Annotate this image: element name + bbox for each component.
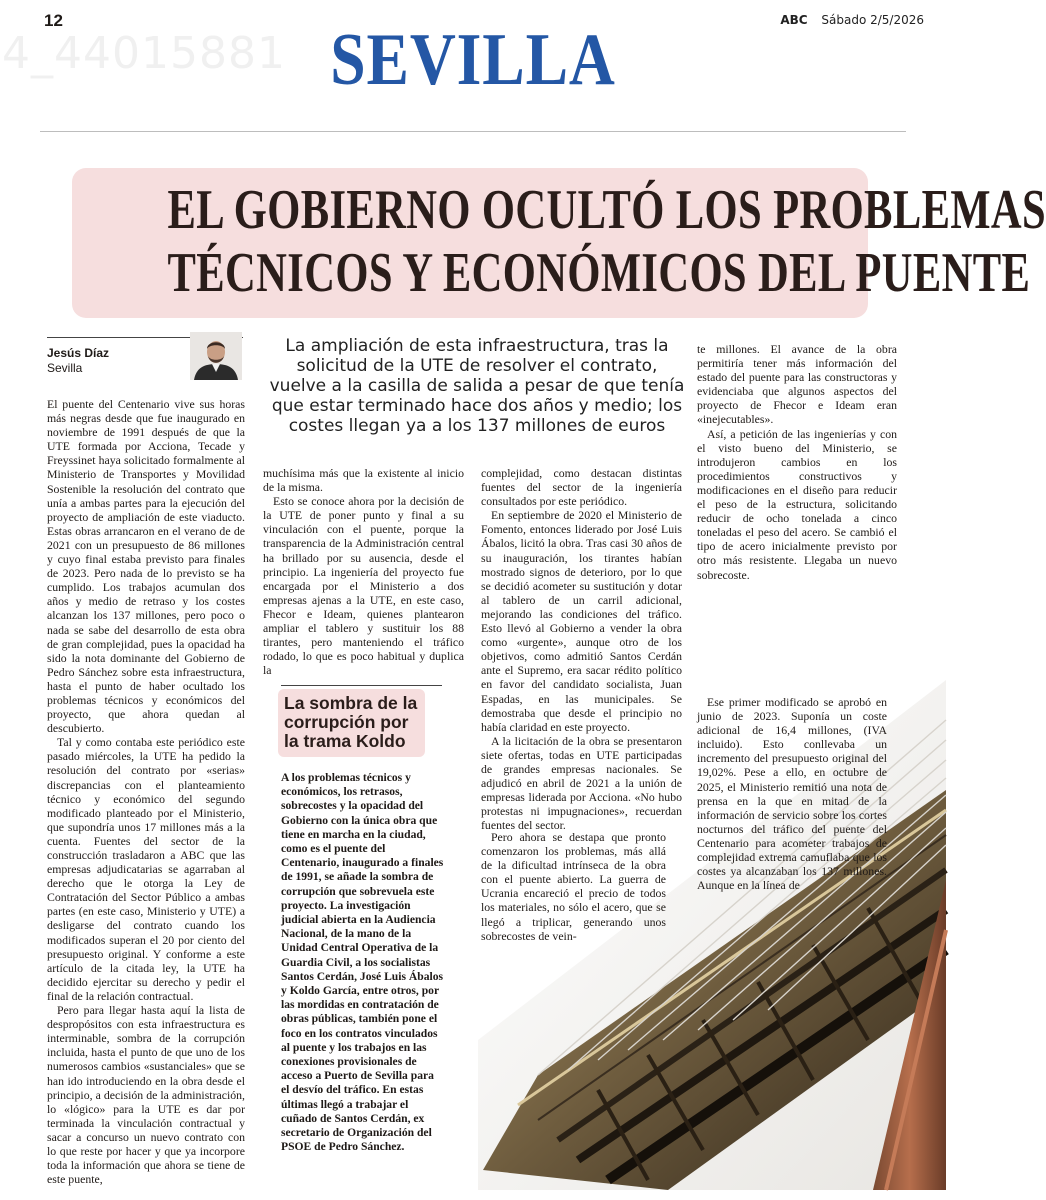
paragraph: Pero para llegar hasta aquí la lista de despropósitos con esta infraestructura es interminable, sombra de la corrupción incluida, hasta el punto de que uno de los numerosos cambios «sustanciales» que se han ido introduciendo en la obra desde el principio, a decisión de la administración, lo «lógico» para la UTE es dar por terminada la vinculación contractual y sacar a concurso un nuevo contrato con lo que reste por hacer y que ya incorpore toda la información que ahora se tiene de este puente, (47, 1003, 245, 1187)
paragraph: complejidad, como destacan distintas fuentes del sector de la ingeniería consultados por este periódico. (481, 466, 682, 509)
headline-line-1: EL GOBIERNO OCULTÓ LOS PROBLEMAS (167, 179, 1046, 241)
paragraph: El puente del Centenario vive sus horas más negras desde que fue inaugurado en noviembre de 1991 después de que la UTE formada por Acciona, Tecade y Freyssinet haya solicitado formalmente al Ministerio de Transportes y Movilidad Sostenible la resolución del contrato que unía a ambas partes para la ejecución del proyecto de ampliación de este viaducto. Estas obras arrancaron en el verano de de 2021 con un presupuesto de 86 millones y cuyo final estaba previsto para finales de 2023. Pero nada de lo previsto se ha cumplido. Los trabajos acumulan dos años y medio de retraso y los costes alcanzan los 137 millones, pero poco o nada se sabe del desarrollo de esta obra de gran complejidad, pues la opacidad ha sido la nota dominante del Gobierno de Pedro Sánchez sobre esta infraestructura, hasta el punto de haber ocultado los problemas técnicos y económicos del proyecto, que ahora quedan al descubierto. (47, 397, 245, 736)
paragraph: En septiembre de 2020 el Ministerio de Fomento, entonces liderado por José Luis Ábalos, licitó la obra. Tras casi 30 años de su inauguración, los tirantes habían mostrado signos de deterioro, por lo que se decidió acometer su sustitución y dotar al tablero de un carril adicional, mejorando las condiciones del tráfico. Esto llevó al Gobierno a vender la obra como «urgente», aunque otro de los objetivos, como admitió Santos Cerdán ante el Supremo, era sacar rédito político en favor del candidato socialista, Juan Espadas, en las municipales. Se demostraba que desde el principio no había claridad en este proyecto. (481, 508, 682, 734)
article-column-2 (263, 466, 464, 677)
sidebar-title: La sombra de la corrupción por la trama Koldo (284, 693, 418, 751)
page-number: 12 (44, 11, 63, 30)
paragraph: A la licitación de la obra se presentaron siete ofertas, todas en UTE participadas de grandes empresas nacionales. Se adjudicó en abril de 2021 a la unión de empresas liderada por Acciona. «No hubo protestas ni impugnaciones», recuerdan fuentes del sector. (481, 733, 682, 833)
author-location: Sevilla (47, 361, 83, 375)
paragraph: Así, a petición de las ingenierías y con el visto bueno del Ministerio, se introdujeron cambios en los procedimientos constructivos y modificaciones en el diseño para reducir el peso de la estructura, solicitando reducir de ocho tonelada a cinco toneladas el peso del acero. Se cambió el tipo de acero inicialmente previsto por otro más resistente. Llegaba un nuevo sobrecoste. (697, 426, 897, 582)
sidebar-divider (281, 685, 442, 686)
section-title: SEVILLA (330, 19, 616, 101)
issue-date: Sábado 2/5/2026 (821, 13, 924, 27)
paragraph: Ese primer modificado se aprobó en junio de 2023. Suponía un coste adicional de 16,4 millones, (IVA incluido). Esto conllevaba un incremento del presupuesto original del 19,02%. Pese a ello, en octubre de 2025, el Ministerio remitió una nota de prensa en la que en mitad de la información de servicio sobre los cortes nocturnos del tráfico del puente del Centenario para acometer trabajos de complejidad extrema camuflaba que los costes ya alcanzaban los 137 millones. Aunque en la línea de (697, 695, 887, 893)
paragraph: Pero ahora se destapa que pronto comenzaron los problemas, más allá de la dificultad intrínseca de la obra con el puente abierto. La guerra de Ucrania encareció el precio de todos los materiales, no sólo el acero, que se llegó a triplicar, generando unos sobrecostes de vein- (481, 830, 666, 943)
article-column-4-continued (697, 695, 897, 892)
paragraph: muchísima más que la existente al inicio de la misma. (263, 466, 464, 495)
watermark: 4_44015881 (2, 28, 286, 79)
article-column-4 (697, 342, 897, 582)
brand-name: ABC (780, 13, 808, 27)
author-name: Jesús Díaz (47, 346, 110, 360)
author-photo (190, 332, 242, 380)
article-column-3-continued (481, 830, 682, 943)
paragraph: te millones. El avance de la obra permitiría tener más información del estado del puente para las constructoras y evidenciaba que algunos aspectos del proyecto de Fhecor e Ideam eran «inejecutables». (697, 342, 897, 427)
section-divider (40, 131, 906, 132)
sidebar-body: A los problemas técnicos y económicos, los retrasos, sobrecostes y la opacidad del Gobierno con la única obra que tiene en marcha en la ciudad, como es el puente del Centenario, inaugurado a finales de 1991, se añade la sombra de corrupción que sobrevuela este proyecto. La investigación judicial abierta en la Audiencia Nacional, de la mano de la Unidad Central Operativa de la Guardia Civil, a los socialistas Santos Cerdán, José Luis Ábalos y Koldo García, entre otros, por las mordidas en contratación de obras públicas, también pone el foco en los contratos vinculados al puente y los trabajos en las conexiones provisionales de acceso a Puerto de Sevilla para el desvío del tráfico. En estas últimas llegó a trabajar el cuñado de Santos Cerdán, ex secretario de Organización del PSOE de Pedro Sánchez. (281, 771, 444, 1154)
article-column-1 (47, 397, 245, 1186)
subheadline: La ampliación de esta infraestructura, tras la solicitud de la UTE de resolver el contrato, vuelve a la casilla de salida a pesar de que tenía que estar terminado hace dos años y medio; los costes llegan ya a los 137 millones de euros (269, 336, 685, 436)
paragraph: Esto se conoce ahora por la decisión de la UTE de poner punto y final a su vinculación con el puente, porque la transparencia de la Administración central ha brillado por su ausencia, desde el principio. La ingeniería del proyecto fue encargada por el Ministerio a dos empresas ajenas a la UTE, en este caso, Fhecor e Ideam, quienes plantearon ampliar el tablero y sustituir los 88 tirantes, pero manteniendo el tráfico rodado, lo que es poco habitual y duplica la (263, 494, 464, 678)
paragraph: Tal y como contaba este periódico este pasado miércoles, la UTE ha pedido la resolución del contrato por «serias» discrepancias con el planteamiento técnico y económico del segundo modificado planteado por el Ministerio, que supondría unos 17 millones más a la cuenta. Fuentes del sector de la construcción trasladaron a ABC que las empresas adjudicatarias se agarraban al derecho que le otorga la Ley de Contratación del Sector Público a ambas partes (en este caso, Ministerio y UTE) a desligarse del contrato cuando los modificados superan el 20 por ciento del presupuesto original. Y conforme a este artículo de la citada ley, la UTE ha decidido ejercitar su derecho y pedir el final de la relación contractual. (47, 735, 245, 1003)
headline-line-2: TÉCNICOS Y ECONÓMICOS DEL PUENTE (167, 242, 1031, 304)
